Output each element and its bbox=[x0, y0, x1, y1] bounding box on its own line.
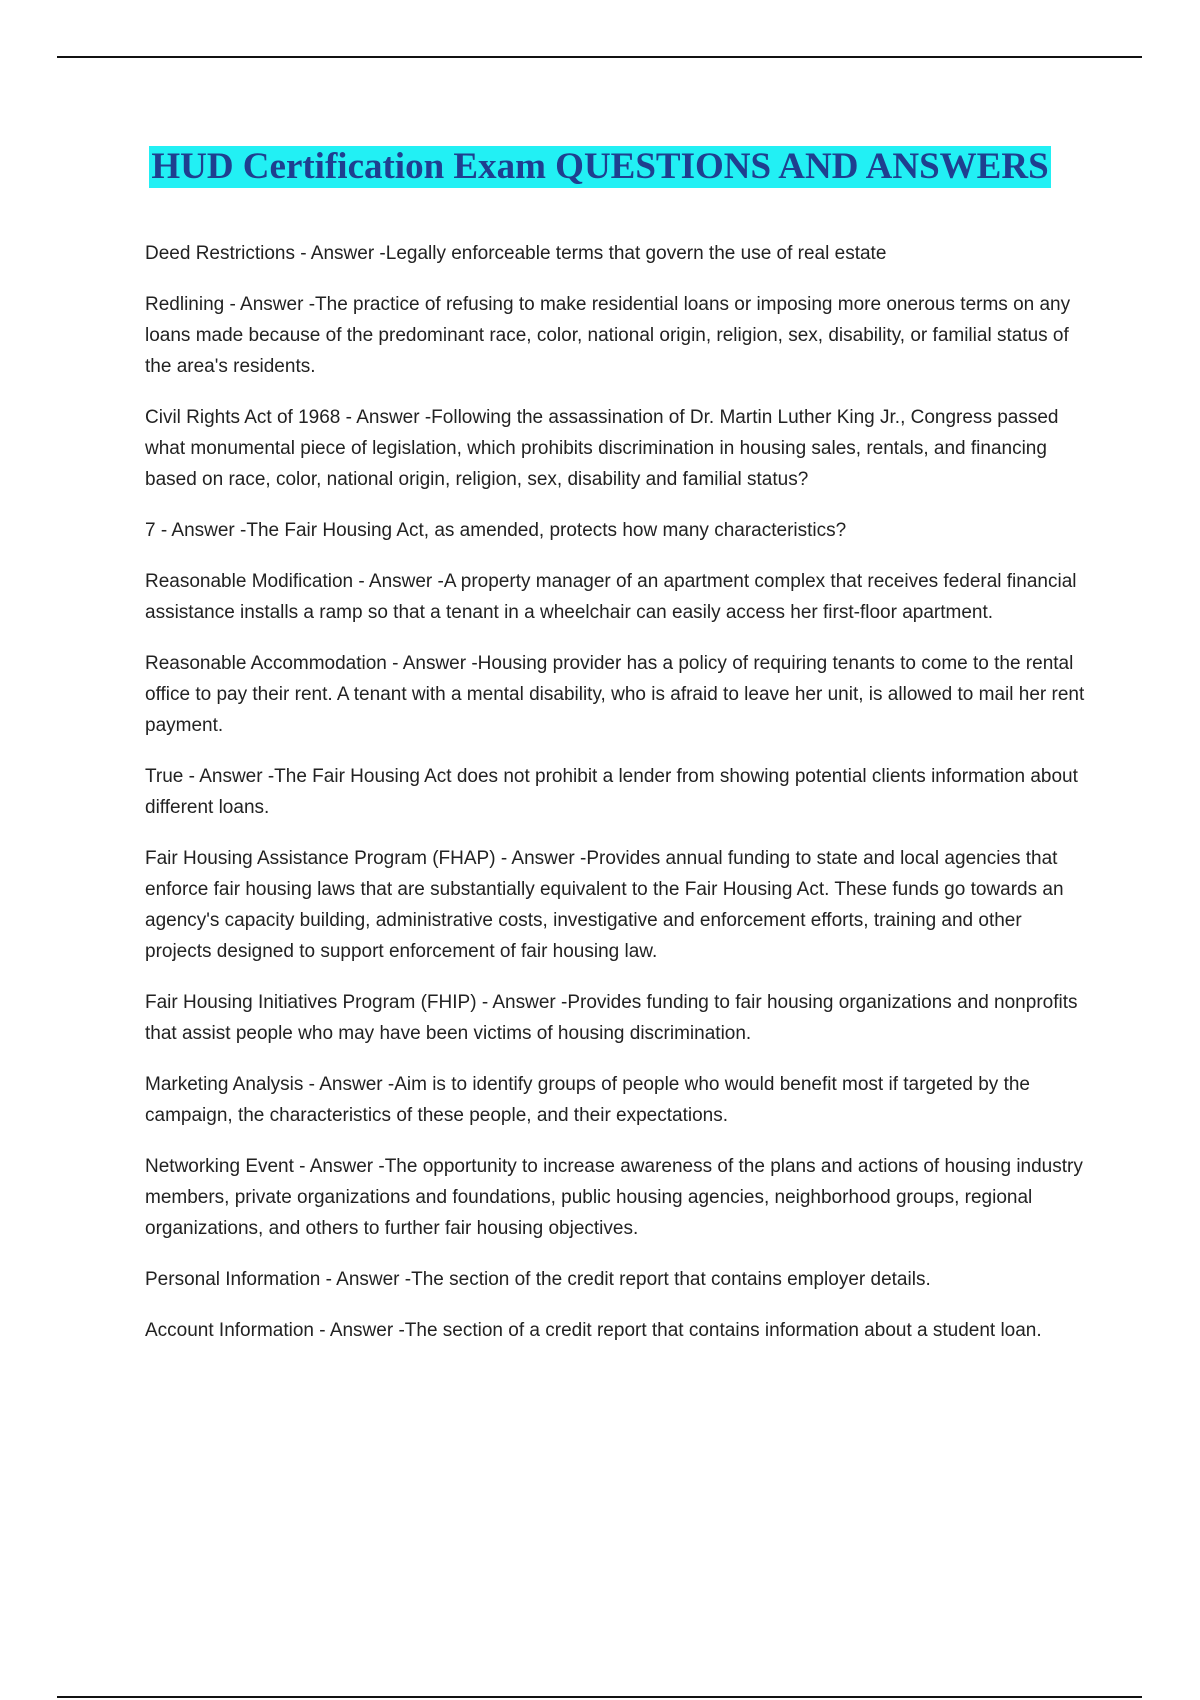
qa-entry: Account Information - Answer -The section of a credit report that contains information about a student loan. bbox=[145, 1320, 1042, 1341]
qa-entry: Marketing Analysis - Answer -Aim is to identify groups of people who would benefit most if targeted by the campaign, the characteristics of these people, and their expectations. bbox=[145, 1074, 1031, 1126]
qa-list bbox=[145, 238, 1090, 1366]
qa-entry: Civil Rights Act of 1968 - Answer -Following the assassination of Dr. Martin Luther King Jr., Congress passed what monumental piece of legislation, which prohibits discrimination in housing sales, rentals, and financing based on race, color, national origin, religion, sex, disability and familial status? bbox=[145, 407, 1059, 490]
qa-entry: True - Answer -The Fair Housing Act does not prohibit a lender from showing potential clients information about different loans. bbox=[145, 766, 1078, 818]
qa-entry: Fair Housing Assistance Program (FHAP) - Answer -Provides annual funding to state and local agencies that enforce fair housing laws that are substantially equivalent to the Fair Housing Act. These funds go towards an agency's capacity building, administrative costs, investigative and enforcement efforts, training and other projects designed to support enforcement of fair housing law. bbox=[145, 848, 1064, 962]
qa-entry: Fair Housing Initiatives Program (FHIP) - Answer -Provides funding to fair housing organizations and nonprofits that assist people who may have been victims of housing discrimination. bbox=[145, 992, 1078, 1044]
top-rule bbox=[57, 56, 1142, 58]
bottom-rule bbox=[57, 1696, 1142, 1698]
qa-entry: Reasonable Modification - Answer -A property manager of an apartment complex that receives federal financial assistance installs a ramp so that a tenant in a wheelchair can easily access her first-floor apartment. bbox=[145, 571, 1077, 623]
qa-entry: Redlining - Answer -The practice of refusing to make residential loans or imposing more onerous terms on any loans made because of the predominant race, color, national origin, religion, sex, disability, or familial status of the area's residents. bbox=[145, 294, 1071, 377]
qa-entry: Deed Restrictions - Answer -Legally enforceable terms that govern the use of real estate bbox=[145, 243, 887, 264]
title-container bbox=[0, 146, 1200, 188]
qa-entry: 7 - Answer -The Fair Housing Act, as amended, protects how many characteristics? bbox=[145, 520, 847, 541]
qa-entry: Reasonable Accommodation - Answer -Housing provider has a policy of requiring tenants to come to the rental office to pay their rent. A tenant with a mental disability, who is afraid to leave her unit, is allowed to mail her rent payment. bbox=[145, 653, 1085, 736]
document-title: HUD Certification Exam QUESTIONS AND ANSWERS bbox=[151, 146, 1049, 187]
qa-entry: Personal Information - Answer -The section of the credit report that contains employer details. bbox=[145, 1269, 931, 1290]
qa-entry: Networking Event - Answer -The opportunity to increase awareness of the plans and actions of housing industry members, private organizations and foundations, public housing agencies, neighborhood groups, regional organizations, and others to further fair housing objectives. bbox=[145, 1156, 1083, 1239]
